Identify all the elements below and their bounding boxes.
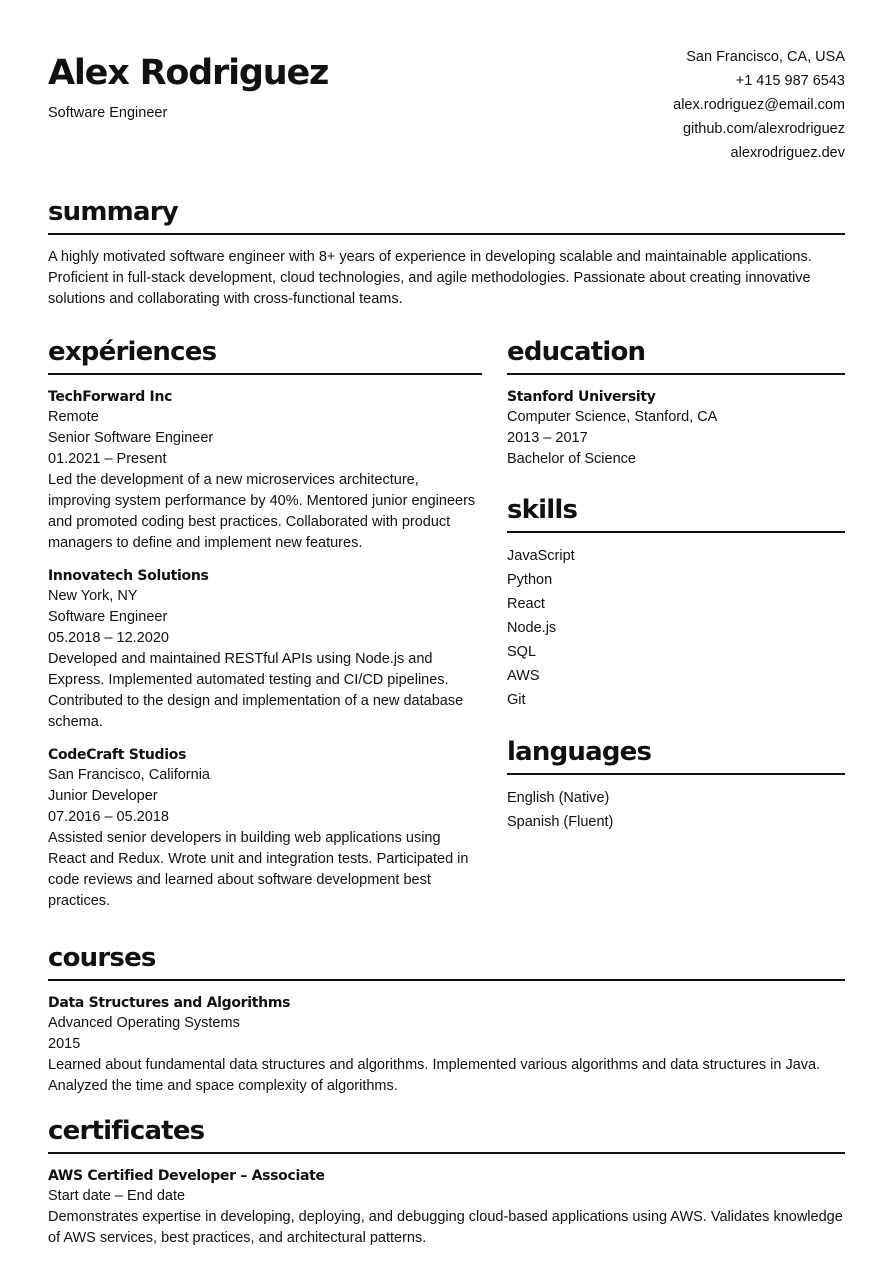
contact-location: San Francisco, CA, USA — [686, 49, 845, 65]
experience-dates: 07.2016 – 05.2018 — [48, 809, 169, 825]
experience-dates: 05.2018 – 12.2020 — [48, 630, 169, 646]
experience-entry — [48, 745, 482, 912]
certificate-dates: Start date – End date — [48, 1188, 186, 1204]
contact-block — [673, 45, 845, 165]
experience-company: CodeCraft Studios — [48, 747, 187, 763]
skill-item: JavaScript — [507, 548, 575, 564]
identity-block — [48, 46, 328, 124]
resume-header — [48, 46, 845, 196]
languages-list — [507, 786, 845, 834]
experience-position: Senior Software Engineer — [48, 430, 214, 446]
candidate-role: Software Engineer — [48, 105, 168, 121]
language-item: English (Native) — [507, 790, 610, 806]
course-year: 2015 — [48, 1036, 81, 1052]
course-description: Learned about fundamental data structures and algorithms. Implemented various algorithms and data structures in Java. Analyzed the time and space complexity of algorithms. — [48, 1057, 821, 1094]
skill-item: Git — [507, 692, 526, 708]
summary-text: A highly motivated software engineer with 8+ years of experience in developing scalable and maintainable applications. Proficient in full-stack development, cloud technologies, and agile methodologies. Passionate about creating innovative solutions and collaborating with cross-functional teams. — [48, 249, 812, 307]
contact-website[interactable]: alexrodriguez.dev — [730, 145, 845, 161]
experience-position: Software Engineer — [48, 609, 168, 625]
experience-entry — [48, 387, 482, 554]
course-entry — [48, 993, 845, 1097]
experience-description: Assisted senior developers in building web applications using React and Redux. Wrote unit and integration tests. Participated in code reviews and learned about software development best practices. — [48, 830, 469, 909]
certificate-entry — [48, 1166, 845, 1249]
education-section — [507, 336, 845, 470]
skill-item: SQL — [507, 644, 537, 660]
skill-item: React — [507, 596, 545, 612]
skills-section — [507, 494, 845, 712]
summary-section — [48, 196, 845, 310]
contact-github[interactable]: github.com/alexrodriguez — [682, 121, 845, 137]
education-degree: Bachelor of Science — [507, 451, 636, 467]
languages-section — [507, 736, 845, 834]
experience-entry — [48, 566, 482, 733]
experience-company: Innovatech Solutions — [48, 568, 209, 584]
skill-item: AWS — [507, 668, 540, 684]
education-heading: education — [507, 336, 845, 375]
education-dates: 2013 – 2017 — [507, 430, 588, 446]
certificates-section — [48, 1115, 845, 1249]
right-column — [507, 336, 845, 924]
language-item: Spanish (Fluent) — [507, 814, 614, 830]
candidate-name: Alex Rodriguez — [48, 53, 329, 93]
experience-location: New York, NY — [48, 588, 138, 604]
education-field: Computer Science, Stanford, CA — [507, 409, 718, 425]
experience-description: Developed and maintained RESTful APIs using Node.js and Express. Implemented automated testing and CI/CD pipelines. Contributed to the design and implementation of a new database schema. — [48, 651, 464, 730]
skills-heading: skills — [507, 494, 845, 533]
experience-company: TechForward Inc — [48, 389, 173, 405]
experience-dates: 01.2021 – Present — [48, 451, 167, 467]
skills-list — [507, 544, 845, 712]
experience-position: Junior Developer — [48, 788, 158, 804]
experiences-section — [48, 336, 482, 924]
languages-heading: languages — [507, 736, 845, 775]
courses-heading: courses — [48, 942, 845, 981]
two-column-area — [48, 336, 845, 924]
certificate-description: Demonstrates expertise in developing, deploying, and debugging cloud-based applications using AWS. Validates knowledge of AWS services, best practices, and architectural patterns. — [48, 1209, 843, 1246]
contact-email[interactable]: alex.rodriguez@email.com — [673, 97, 845, 113]
experience-description: Led the development of a new microservices architecture, improving system performance by 40%. Mentored junior engineers and promoted coding best practices. Collaborated with product managers to define and implement new features. — [48, 472, 476, 551]
course-name: Data Structures and Algorithms — [48, 995, 291, 1011]
certificate-name: AWS Certified Developer – Associate — [48, 1168, 325, 1184]
experience-location: Remote — [48, 409, 99, 425]
courses-section — [48, 942, 845, 1097]
certificates-heading: certificates — [48, 1115, 845, 1154]
education-school: Stanford University — [507, 389, 656, 405]
skill-item: Python — [507, 572, 553, 588]
contact-phone: +1 415 987 6543 — [735, 73, 845, 89]
course-subtitle: Advanced Operating Systems — [48, 1015, 240, 1031]
skill-item: Node.js — [507, 620, 557, 636]
summary-heading: summary — [48, 196, 845, 235]
experiences-heading: expériences — [48, 336, 482, 375]
experience-location: San Francisco, California — [48, 767, 210, 783]
